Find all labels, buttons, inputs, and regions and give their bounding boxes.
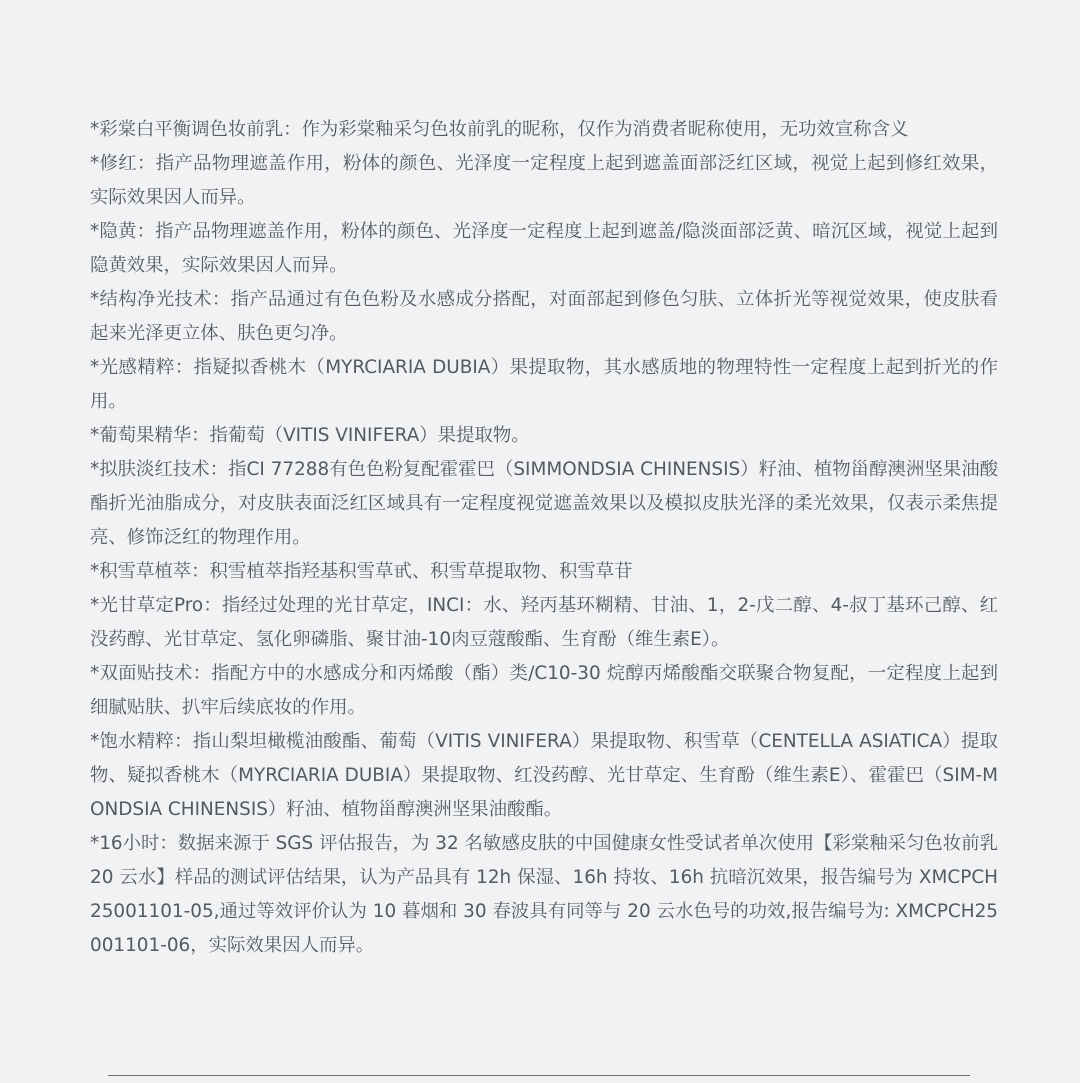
footnote-yellowness-concealing: *隐黄：指产品物理遮盖作用，粉体的颜色、光泽度一定程度上起到遮盖/隐淡面部泛黄、暗沉区域，视觉上起到隐黄效果，实际效果因人而异。 <box>90 221 998 276</box>
bottom-divider <box>108 1075 970 1076</box>
footnote-grape-extract: *葡萄果精华：指葡萄（VITIS VINIFERA）果提取物。 <box>90 425 530 446</box>
footnote-double-adhesion-tech: *双面贴技术：指配方中的水感成分和丙烯酸（酯）类/C10-30 烷醇丙烯酸酯交联聚合物复配，一定程度上起到细腻贴肤、扒牢后续底妆的作用。 <box>90 663 998 718</box>
footnote-16-hour-claim: *16小时：数据来源于 SGS 评估报告，为 32 名敏感皮肤的中国健康女性受试者单次使用【彩棠釉采匀色妆前乳20 云水】样品的测试评估结果，认为产品具有 12h 保湿、16h 持妆、16h 抗暗沉效果，报告编号为 XMCPCH25001101-05,通过等效评价认为 10 暮烟和 30 春波具有同等与 20 云水色号的功效,报告编号为: XMCPCH25001101-06，实际效果因人而异。 <box>90 833 998 956</box>
footnote-centella-extract: *积雪草植萃：积雪植萃指羟基积雪草甙、积雪草提取物、积雪草苷 <box>90 561 633 582</box>
footnote-structure-clear-light-tech: *结构净光技术：指产品通过有色色粉及水感成分搭配，对面部起到修色匀肤、立体折光等视觉效果，使皮肤看起来光泽更立体、肤色更匀净。 <box>90 289 998 344</box>
footnote-redness-correction: *修红：指产品物理遮盖作用，粉体的颜色、光泽度一定程度上起到遮盖面部泛红区域，视觉上起到修红效果，实际效果因人而异。 <box>90 153 998 208</box>
footnote-light-essence: *光感精粹：指疑拟香桃木（MYRCIARIA DUBIA）果提取物，其水感质地的物理特性一定程度上起到折光的作用。 <box>90 357 998 412</box>
footnote-skin-mimic-tech: *拟肤淡红技术：指CI 77288有色色粉复配霍霍巴（SIMMONDSIA CHINENSIS）籽油、植物甾醇澳洲坚果油酸酯折光油脂成分，对皮肤表面泛红区域具有一定程度视觉遮盖效果以及模拟皮肤光泽的柔光效果，仅表示柔焦提亮、修饰泛红的物理作用。 <box>90 459 998 548</box>
footnote-glabridin-pro: *光甘草定Pro：指经过处理的光甘草定，INCI：水、羟丙基环糊精、甘油、1，2-戊二醇、4-叔丁基环己醇、红没药醇、光甘草定、氢化卵磷脂、聚甘油-10肉豆蔻酸酯、生育酚（维生素E）。 <box>90 595 998 650</box>
footnote-hydrating-essence: *饱水精粹：指山梨坦橄榄油酸酯、葡萄（VITIS VINIFERA）果提取物、积雪草（CENTELLA ASIATICA）提取物、疑拟香桃木（MYRCIARIA DUBIA）果提取物、红没药醇、光甘草定、生育酚（维生素E）、霍霍巴（SIM-MONDSIA CHINENSIS）籽油、植物甾醇澳洲坚果油酸酯。 <box>90 731 998 820</box>
footnotes-block <box>90 113 998 963</box>
footnote-color-primer-nickname: *彩棠白平衡调色妆前乳：作为彩棠釉采匀色妆前乳的昵称，仅作为消费者昵称使用，无功效宣称含义 <box>90 119 909 140</box>
